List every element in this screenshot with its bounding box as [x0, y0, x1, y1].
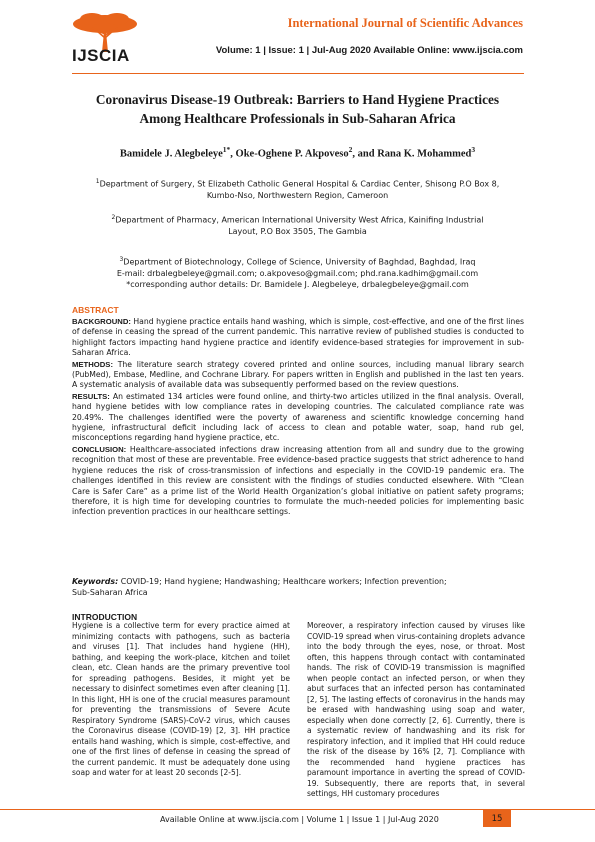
affiliation-sup: 1 — [95, 178, 100, 185]
page-number: 15 — [491, 814, 503, 824]
keywords-line-1: COVID-19; Hand hygiene; Handwashing; Healthcare workers; Infection prevention; — [120, 577, 447, 586]
affiliation-line: Department of Pharmacy, American International University West Africa, Kainifing Industrial — [115, 215, 484, 225]
keywords-line-2: Sub-Saharan Africa — [72, 587, 148, 597]
journal-name: International Journal of Scientific Advances — [287, 16, 523, 30]
affiliation-1 — [90, 176, 505, 201]
results-label: RESULTS: — [72, 391, 110, 401]
affiliation-line: Department of Biotechnology, College of Science, University of Baghdad, Baghdad, Iraq — [123, 257, 476, 267]
article-title — [60, 90, 535, 128]
author-sup: 2 — [348, 145, 353, 154]
title-line-2: Among Healthcare Professionals in Sub-Saharan Africa — [139, 111, 456, 126]
abstract-results — [72, 392, 524, 444]
author-name: Oke-Oghene P. Akpoveso — [235, 148, 349, 160]
keywords-label: Keywords: — [72, 577, 119, 586]
body-column-right: Moreover, a respiratory infection caused by viruses like COVID-19 spread when virus-containing droplets advance into the body through the eyes, nose, or throat. Most often, this happens through contact with contaminated hands. The risk of COVID-19 transmission is magnified when people contact an infected person, or when they abut surfaces that an infected person has contaminated [2, 5]. The lasting effects of coronavirus in the hands may be erased with handwashing using soap and water, especially when done correctly [2, 6]. Currently, there is a systematic review of handwashing and its risk for respiratory infection, and it implied that HH could reduce the risk of the disease by 16% [2, 7]. Compliance with the recommended hand hygiene practices has paramount importance in averting the spread of COVID-19. Subsequently, there are reports that, in several settings, HH customary procedures — [307, 621, 525, 798]
author-separator: , and — [352, 148, 378, 160]
footer-text: Available Online at www.ijscia.com | Volume 1 | Issue 1 | Jul-Aug 2020 — [160, 815, 439, 824]
methods-label: METHODS: — [72, 359, 113, 369]
methods-text: The literature search strategy covered printed and online sources, including manual library search (PubMed), Embase, Medline, and Cochrane Library. For papers written in English and published in the last ten years. A systematic analysis of available data was subsequently performed based on the review questions. — [72, 359, 525, 390]
conclusion-label: CONCLUSION: — [72, 444, 127, 454]
affiliation-line: Department of Surgery, St Elizabeth Catholic General Hospital & Cardiac Center, Shisong P.O Box 8, — [99, 179, 500, 189]
author-list — [60, 145, 535, 160]
affiliation-2 — [90, 212, 505, 237]
author-sup: 3 — [471, 145, 476, 154]
results-text: An estimated 134 articles were found online, and thirty-two articles utilized in the final analysis. Overall, hand hygiene betides with low compliance rates in developing countries. The calculated compliance rate was 20.49%. The challenges identified were the poverty of awareness and scientific knowledge concerning hand hygiene, infrastructural deficit including lack of access to clean and potable water, soap, hand rub gel, misconceptions regarding hand hygiene practice, etc. — [72, 391, 524, 443]
author-separator: , — [230, 148, 236, 160]
affiliation-sup: 3 — [119, 256, 124, 263]
logo-wordmark: IJSCIA — [72, 46, 130, 65]
background-label: BACKGROUND: — [72, 317, 131, 326]
title-line-1: Coronavirus Disease-19 Outbreak: Barriers to Hand Hygiene Practices — [95, 92, 500, 107]
author-name: Rana K. Mohammed — [377, 148, 472, 160]
affiliation-line: Kumbo-Nso, Northwestern Region, Cameroon — [206, 190, 389, 200]
abstract-heading: ABSTRACT — [72, 305, 119, 315]
introduction-heading: INTRODUCTION — [72, 612, 138, 622]
abstract-methods — [72, 360, 524, 391]
affiliation-line: Layout, P.O Box 3505, The Gambia — [228, 226, 367, 236]
header-divider — [72, 73, 524, 74]
keywords — [72, 577, 524, 598]
conclusion-text: Healthcare-associated infections draw increasing attention from all and sundry due to the growing recognition that most of these are preventable. Free evidence-based practice suggests that strict adherence to hand hygiene reduces the risk of cross-transmission of infections and especially in the COVID-19 pandemic era. The challenges identified in this review are consistent with the findings of studies conducted elsewhere. With “Clean Care is Safer Care” as a prime list of the World Health Organization’s global initiative on patient safety programs; therefore, it is high time for developing countries to formulate the much-needed policies for implementing basic infection prevention practices in our healthcare settings. — [72, 444, 524, 517]
affiliation-3 — [90, 254, 505, 290]
corresponding-author: *corresponding author details: Dr. Bamidele J. Alegbeleye, drbalegbeleye@gmail.com — [126, 279, 469, 289]
abstract-body — [72, 317, 524, 519]
background-text: Hand hygiene practice entails hand washing, which is simple, cost-effective, and one of the first lines of defense in ceasing the spread of the current pandemic. This narrative review of published studies is conducted to highlight factors impacting hand hygiene practice and identify evidence-based strategies for improvement in sub-Saharan Africa. — [72, 317, 524, 358]
abstract-background — [72, 317, 524, 359]
author-sup: 1* — [222, 145, 231, 154]
affiliation-sup: 2 — [111, 214, 116, 221]
contact-emails: E-mail: drbalegbeleye@gmail.com; o.akpoveso@gmail.com; phd.rana.kadhim@gmail.com — [116, 268, 479, 278]
body-column-left: Hygiene is a collective term for every practice aimed at minimizing contacts with pathogens, such as bacteria and viruses [1]. That includes hand hygiene (HH), bathing, and keeping the work-place, kitchen and toilet clean, etc. Clean hands are the primary preventive tool for spreading pathogens. Besides, it might yet be necessary to disinfect sometimes even after cleaning [1]. In this light, HH is one of the crucial measures paramount for preventing the transmissions of Severe Acute Respiratory Syndrome (SARS)-CoV-2 virus, which causes the Coronavirus disease (COVID-19) [2, 3]. HH practice entails hand washing, which is simple, cost-effective, and one of the first lines of defense in ceasing the spread of the current pandemic. It must be adequately done using soap and water for at least 20 seconds [2-5]. — [72, 621, 290, 777]
author-name: Bamidele J. Alegbeleye — [119, 148, 223, 160]
abstract-conclusion — [72, 445, 524, 518]
volume-line: Volume: 1 | Issue: 1 | Jul-Aug 2020 Available Online: www.ijscia.com — [215, 45, 523, 56]
